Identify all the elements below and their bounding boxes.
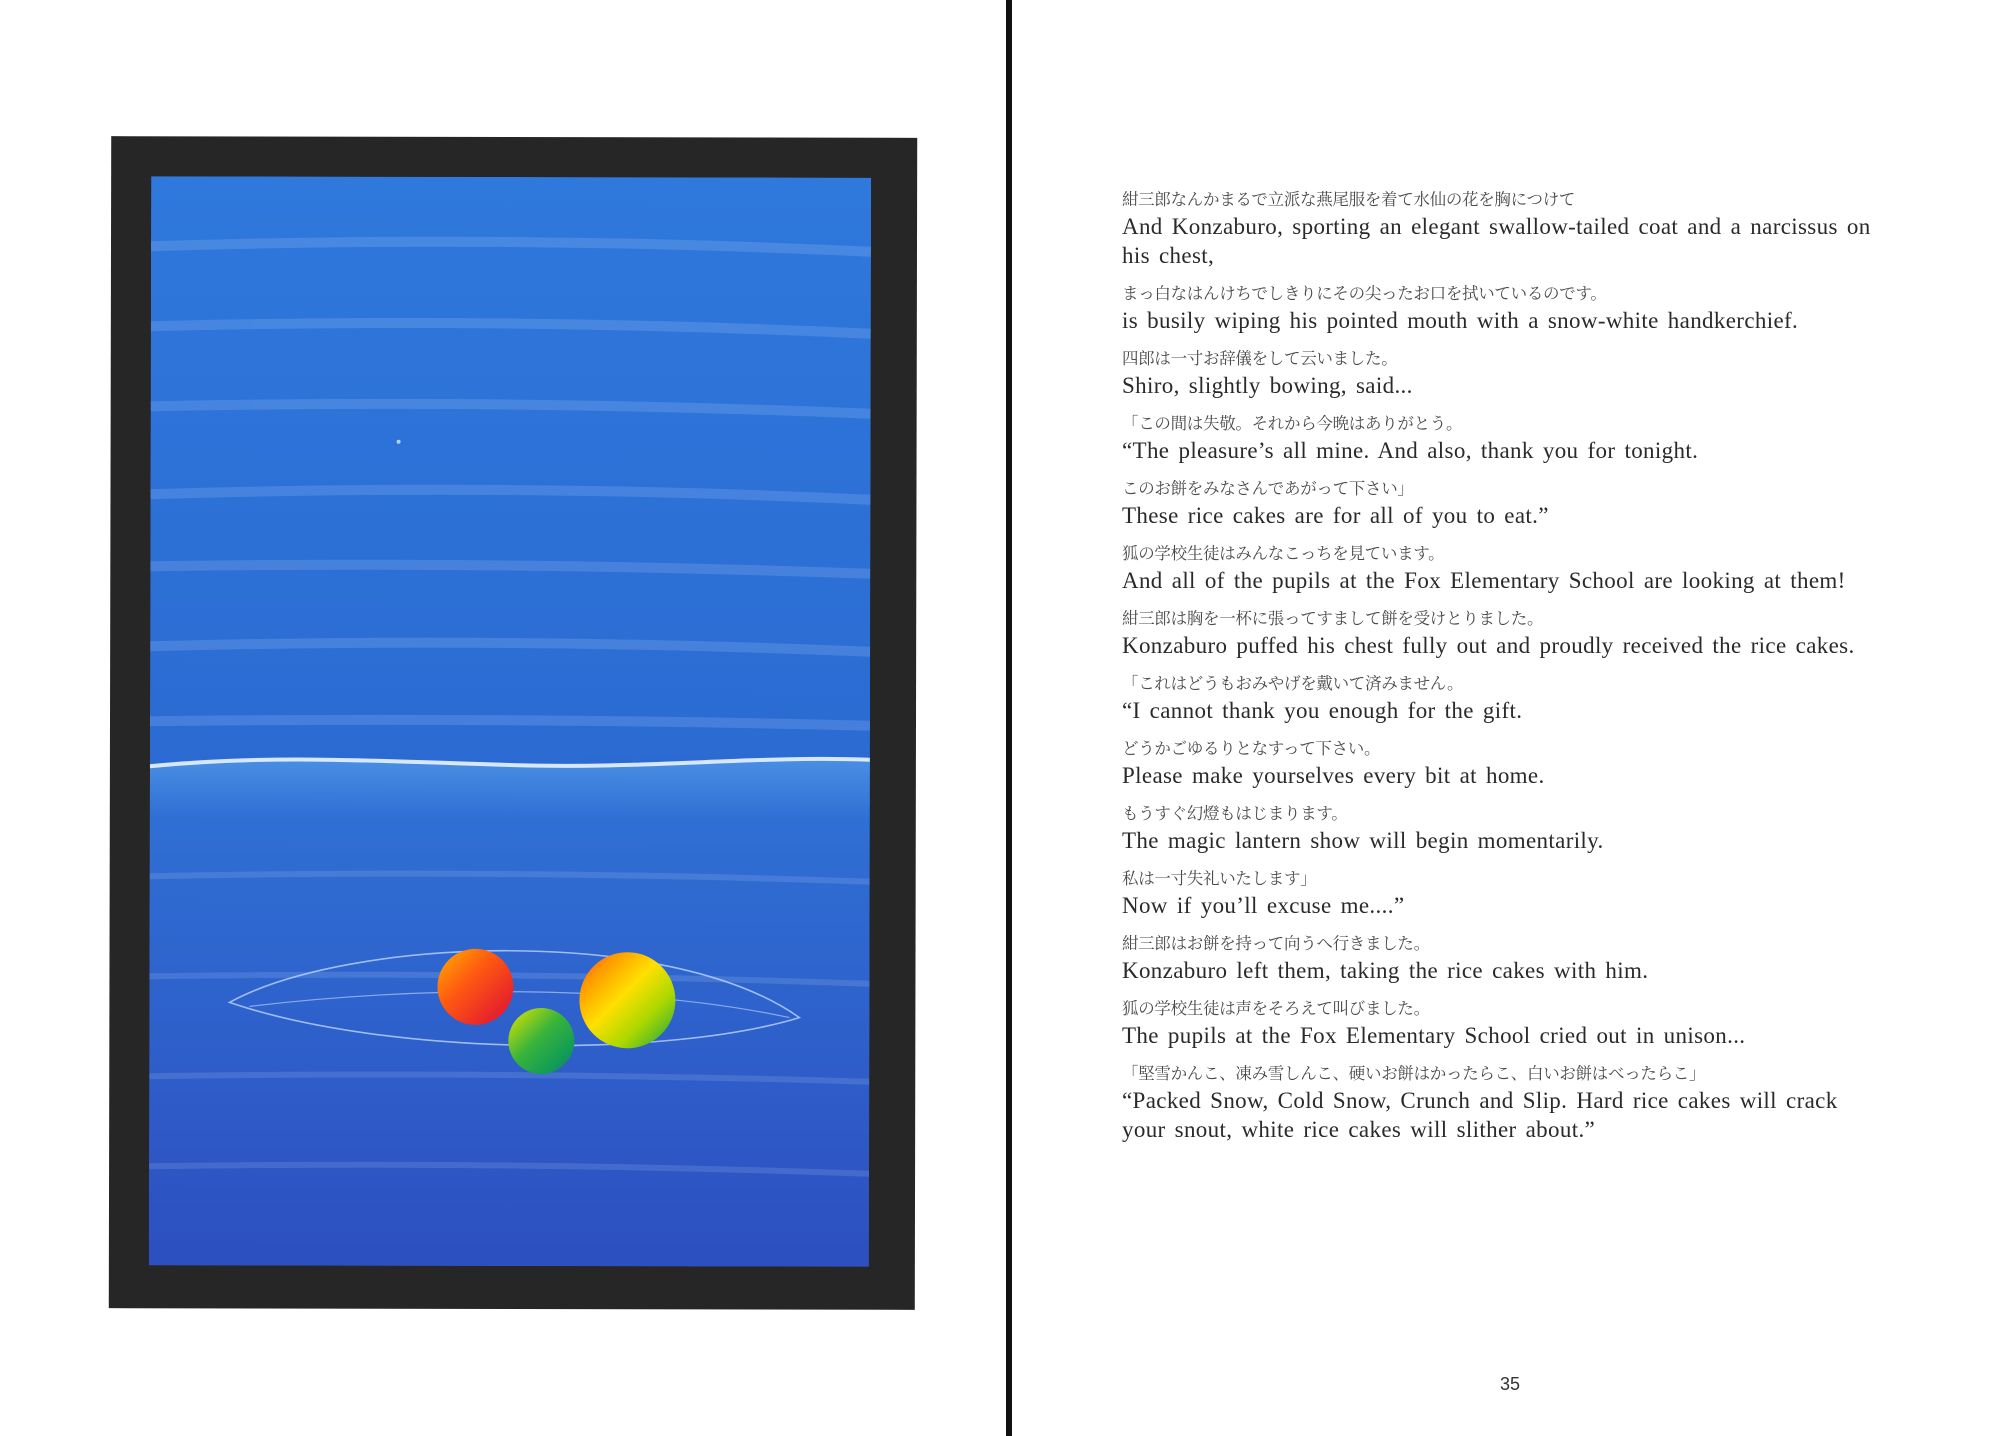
english-line: Shiro, slightly bowing, said... — [1122, 373, 1413, 398]
stanza — [1122, 1062, 1890, 1144]
english-line: Konzaburo puffed his chest fully out and proudly received the rice cakes. — [1122, 633, 1855, 658]
stanza — [1122, 607, 1890, 660]
english-line: Konzaburo left them, taking the rice cakes with him. — [1122, 958, 1649, 983]
english-line: “The pleasure’s all mine. And also, thank you for tonight. — [1122, 438, 1699, 463]
stanza — [1122, 867, 1890, 920]
japanese-line: 「この間は失敬。それから今晩はありがとう。 — [1122, 414, 1463, 433]
stanza — [1122, 477, 1890, 530]
stanza — [1122, 737, 1890, 790]
english-line: “Packed Snow, Cold Snow, Crunch and Slip. Hard rice cakes will crack your snout, white rice cakes will slither about.” — [1122, 1088, 1838, 1142]
japanese-line: 四郎は一寸お辞儀をして云いました。 — [1122, 349, 1398, 368]
japanese-line: まっ白なはんけちでしきりにその尖ったお口を拭いているのです。 — [1122, 284, 1607, 303]
japanese-line: 狐の学校生徒はみんなこっちを見ています。 — [1122, 544, 1445, 563]
english-line: And Konzaburo, sporting an elegant swallow-tailed coat and a narcissus on his chest, — [1122, 214, 1871, 268]
stanza — [1122, 997, 1890, 1050]
stanza — [1122, 282, 1890, 335]
stanza — [1122, 347, 1890, 400]
english-line: is busily wiping his pointed mouth with a snow-white handkerchief. — [1122, 308, 1799, 333]
english-line: Please make yourselves every bit at home. — [1122, 763, 1545, 788]
japanese-line: 紺三郎はお餅を持って向うへ行きました。 — [1122, 934, 1430, 953]
rice-cake-green — [508, 1008, 574, 1074]
japanese-line: 「堅雪かんこ、凍み雪しんこ、硬いお餅はかったらこ、白いお餅はべったらこ」 — [1122, 1064, 1706, 1083]
star-dot — [397, 440, 401, 444]
japanese-line: 「これはどうもおみやげを戴いて済みません。 — [1122, 674, 1464, 693]
japanese-line: もうすぐ幻燈もはじまります。 — [1122, 804, 1348, 823]
japanese-line: 紺三郎なんかまるで立派な燕尾服を着て水仙の花を胸につけて — [1122, 190, 1576, 209]
stanza — [1122, 412, 1890, 465]
english-line: And all of the pupils at the Fox Elementary School are looking at them! — [1122, 568, 1846, 593]
english-line: The pupils at the Fox Elementary School cried out in unison... — [1122, 1023, 1746, 1048]
stanza — [1122, 932, 1890, 985]
japanese-line: このお餅をみなさんであがって下さい」 — [1122, 479, 1414, 498]
stanza — [1122, 188, 1890, 270]
japanese-line: 紺三郎は胸を一杯に張ってすまして餅を受けとりました。 — [1122, 609, 1544, 628]
illustration-frame — [109, 136, 917, 1310]
japanese-line: どうかごゆるりとなすって下さい。 — [1122, 739, 1381, 758]
page-number: 35 — [1500, 1374, 1521, 1394]
japanese-line: 私は一寸失礼いたします」 — [1122, 869, 1317, 888]
stanza — [1122, 802, 1890, 855]
japanese-line: 狐の学校生徒は声をそろえて叫びました。 — [1122, 999, 1430, 1018]
bilingual-text — [1122, 188, 1890, 1156]
illustration — [149, 176, 871, 1267]
rice-cake-yellow — [579, 952, 675, 1048]
stanza — [1122, 672, 1890, 725]
rice-cake-orange — [437, 949, 513, 1025]
english-line: These rice cakes are for all of you to eat.” — [1122, 503, 1549, 528]
english-line: Now if you’ll excuse me....” — [1122, 893, 1405, 918]
stanza — [1122, 542, 1890, 595]
english-line: The magic lantern show will begin momentarily. — [1122, 828, 1604, 853]
english-line: “I cannot thank you enough for the gift. — [1122, 698, 1523, 723]
